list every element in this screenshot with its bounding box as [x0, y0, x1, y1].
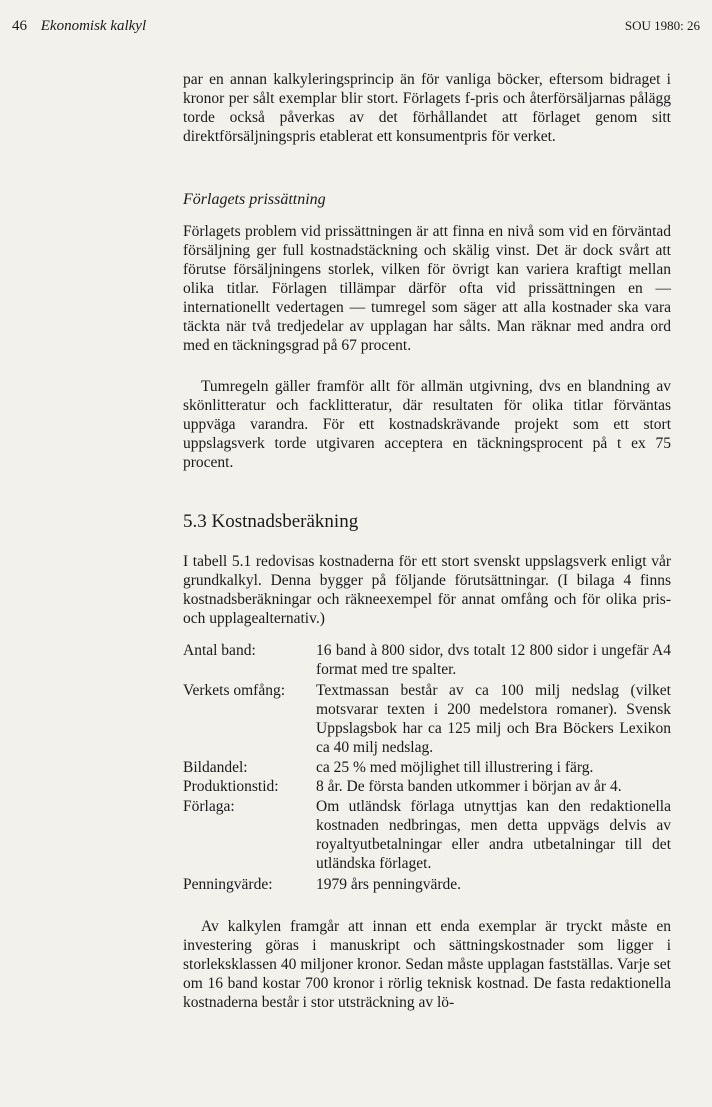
- paragraph-tumregeln: Tumregeln gäller framför allt för allmän utgivning, dvs en blandning av skönlitteratur och facklitteratur, där resultaten för olika titlar förväntas uppväga varandra. För ett kostnadskrävande projekt som ett stort uppslagsverk torde utgivaren acceptera en täckningsprocent på t ex 75 procent.: [183, 378, 671, 471]
- paragraph-prissattning: Förlagets problem vid prissättningen är att finna en nivå som vid en förväntad försäljning ger full kostnadstäckning och skälig vinst. Det är dock svårt att förutse försäljningens storlek, vilken för övrigt kan variera kraftigt mellan olika titlar. Förlagen tillämpar därför ofta vid prissättningen en — internationellt vedertagen — tumregel som säger att alla kostnader ska vara täckta när två tredjedelar av upplagan har sålts. Man räknar med andra ord med en täckningsgrad på 67 procent.: [183, 223, 671, 354]
- assumption-label: Verkets omfång:: [183, 682, 286, 699]
- assumption-value: 16 band à 800 sidor, dvs totalt 12 800 sidor i ungefär A4 format med tre spalter.: [316, 642, 671, 678]
- assumption-label: Penningvärde:: [183, 876, 273, 893]
- paragraph-kalkylen: Av kalkylen framgår att innan ett enda exemplar är tryckt måste en investering göras i manuskript och sättningskostnader som ligger i storleksklassen 40 miljoner kronor. Sedan måste upplagan fastställas. Varje set om 16 band kostar 700 kronor i rörlig teknisk kostnad. De fasta redaktionella kostnaderna består i stor utsträckning av lö-: [183, 918, 671, 1011]
- assumption-value: ca 25 % med möjlighet till illustrering i färg.: [316, 759, 594, 776]
- page-header: [12, 18, 700, 38]
- subheading: Förlagets prissättning: [183, 191, 326, 208]
- assumption-value: Textmassan består av ca 100 milj nedslag (vilket motsvarar texten i 200 medelstora romaner). Svensk Uppslagsbok har ca 125 milj och Bra Böckers Lexikon ca 40 milj nedslag.: [316, 682, 671, 756]
- assumption-value: Om utländsk förlaga utnyttjas kan den redaktionella kostnaden nedbringas, men detta uppvägs delvis av royaltyutbetalningar eller andra utbetalningar till det utländska förlaget.: [316, 798, 671, 872]
- assumption-label: Produktionstid:: [183, 778, 279, 795]
- assumption-value: 8 år. De första banden utkommer i början av år 4.: [316, 778, 622, 795]
- assumption-value: 1979 års penningvärde.: [316, 876, 462, 893]
- header-left: [12, 18, 146, 35]
- report-id: SOU 1980: 26: [624, 18, 700, 33]
- assumption-label: Förlaga:: [183, 798, 235, 815]
- intro-paragraph: par en annan kalkyleringsprincip än för vanliga böcker, eftersom bidraget i kronor per sålt exemplar blir stort. Förlagets f-pris och återförsäljarnas pålägg torde också påverkas av det förhållandet att förlaget genom sitt direktförsäljningspris etablerat ett konsumentpris för verket.: [183, 71, 671, 145]
- section-heading: 5.3 Kostnadsberäkning: [183, 511, 359, 532]
- paragraph-tabell: I tabell 5.1 redovisas kostnaderna för ett stort svenskt uppslagsverk enligt vår grundkalkyl. Denna bygger på följande förutsättningar. (I bilaga 4 finns kostnadsberäkningar och räkneexempel för annat omfång och för olika pris- och upplagealternativ.): [183, 553, 671, 627]
- assumption-label: Bildandel:: [183, 759, 248, 776]
- page-number: 46: [12, 18, 27, 34]
- running-title: Ekonomisk kalkyl: [40, 18, 147, 34]
- assumption-label: Antal band:: [183, 642, 256, 659]
